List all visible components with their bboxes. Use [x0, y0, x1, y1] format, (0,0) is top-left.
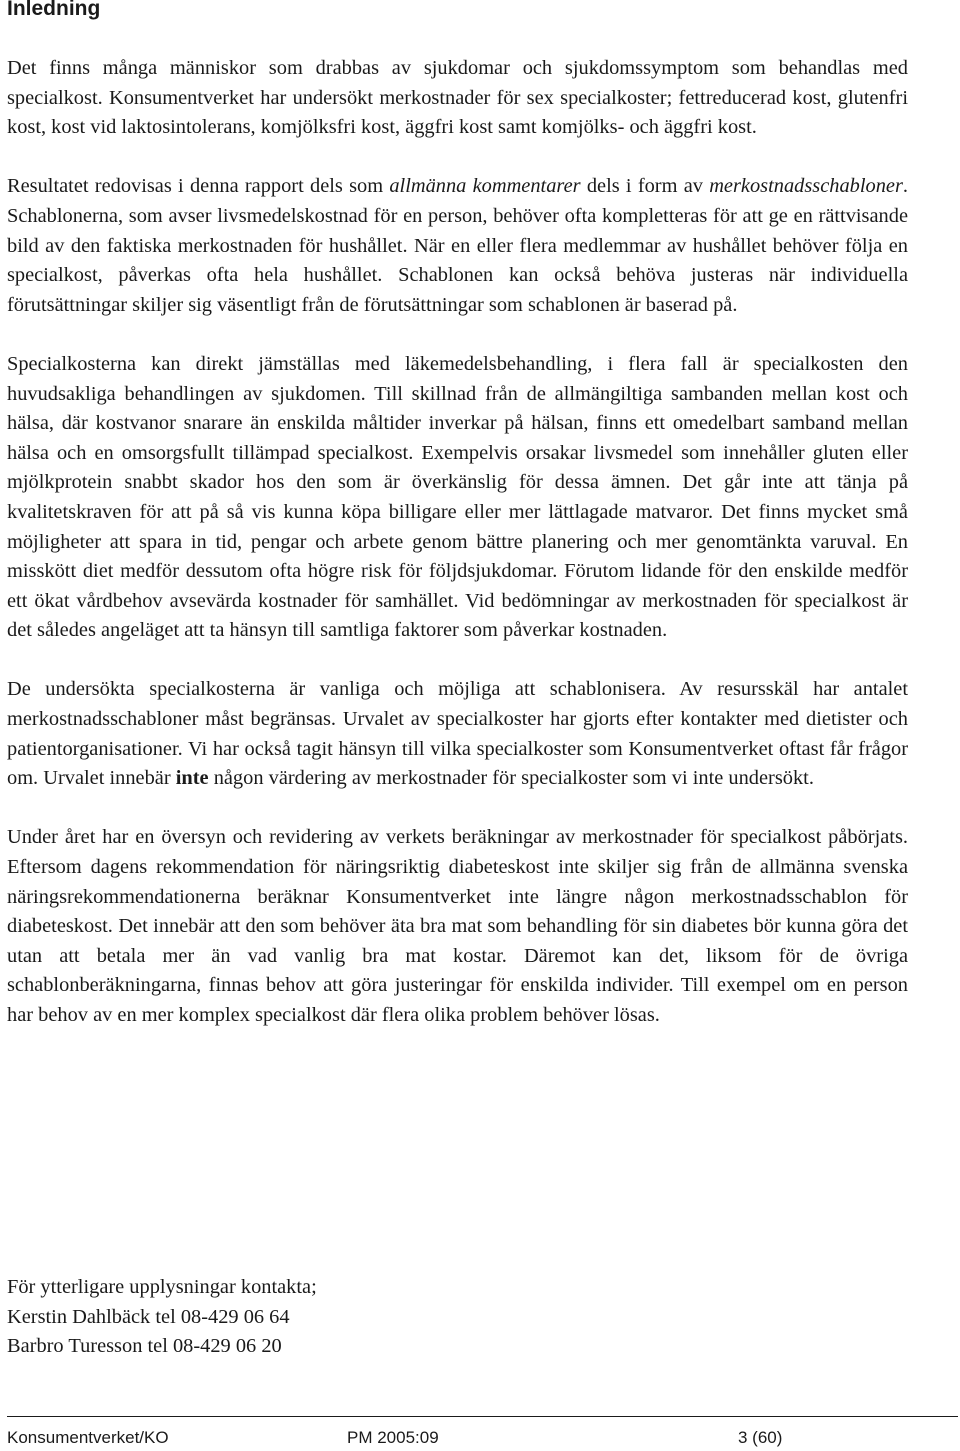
paragraph-urval-part-2: någon värdering av merkostnader för specialkoster som vi inte undersökt. [208, 767, 814, 790]
body-text [7, 54, 908, 1060]
footer-page-number: 3 (60) [738, 1428, 783, 1447]
footer-document-number: PM 2005:09 [347, 1428, 439, 1447]
contact-person-2: Barbro Turesson tel 08-429 06 20 [7, 1335, 282, 1358]
emphasis-inte: inte [175, 767, 209, 790]
paragraph-oversyn: Under året har en översyn och revidering av verkets beräkningar av merkostnader för specialkost påbörjats. Eftersom dagens rekommendation för näringsriktig diabeteskost inte skiljer sig från de allmänna svenska näringsrekommendationerna beräknar Konsumentverket inte längre någon merkostnadsschablon för diabeteskost. Det innebär att den som behöver äta bra mat som behandling för sin diabetes bör kunna göra det utan att betala mer än vad vanlig bra mat kostar. Däremot kan det, liksom för de övriga schablonberäkningarna, finnas behov att göra justeringar för enskilda individer. Till exempel om en person har behov av en mer komplex specialkost där flera olika problem behöver lösas. [7, 826, 908, 1026]
footer-organization: Konsumentverket/KO [7, 1428, 169, 1447]
paragraph-urval [7, 675, 908, 793]
emphasis-allmanna-kommentarer: allmänna kommentarer [389, 175, 581, 198]
contact-person-1: Kerstin Dahlbäck tel 08-429 06 64 [7, 1305, 290, 1328]
contact-block [7, 1273, 908, 1362]
paragraph-specialkost: Specialkosterna kan direkt jämställas med läkemedelsbehandling, i flera fall är specialkosten den huvudsakliga behandlingen av sjukdomen. Till skillnad från de allmängiltiga sambanden mellan kost och hälsa, där kostvanor snarare än enskilda måltider inverkar på hälsan, finns ett omedelbart samband mellan hälsa och en omsorgsfullt tillämpad specialkost. Exempelvis orsakar livsmedel som innehåller gluten eller mjölkprotein snabbt skador hos den som är överkänslig för dessa ämnen. Det går inte att tänja på kvalitetskraven för att på så vis kunna köpa billigare eller mer lättlagade matvaror. Det finns mycket små möjligheter att spara in tid, pengar och arbete genom bättre planering och mer genomtänkta varuval. En misskött diet medför dessutom ofta högre risk för följdsjukdomar. Förutom lidande för den enskilde medför ett ökat vårdbehov avsevärda kostnader för samhället. Vid bedömningar av merkostnaden för specialkost är det således angeläget att ta hänsyn till samtliga faktorer som påverkar kostnaden. [7, 352, 908, 642]
paragraph-urval-part-1: De undersökta specialkosterna är vanliga och möjliga att schablonisera. Av resursskäl har antalet merkostnadsschabloner måst begränsas. Urvalet av specialkoster har gjorts efter kontakter med dietister och patientorganisationer. Vi har också tagit hänsyn till vilka specialkoster som Konsumentverket oftast får frågor om. Urvalet innebär [7, 678, 908, 790]
paragraph-results [7, 172, 908, 320]
paragraph-results-part-3: . Schablonerna, som avser livsmedelskostnad för en person, behöver ofta kompletteras för att ge en rättvisande bild av den faktiska merkostnaden för hushållet. När en eller flera medlemmar av hushållet behöver följa en specialkost, påverkas ofta hela hushållet. Schablonen kan också behöva justeras när individuella förutsättningar skiljer sig väsentligt från de förutsättningar som schablonen är baserad på. [7, 175, 908, 316]
paragraph-intro: Det finns många människor som drabbas av sjukdomar och sjukdomssymptom som behandlas med specialkost. Konsumentverket har undersökt merkostnader för sex specialkoster; fettreducerad kost, glutenfri kost, kost vid laktosintolerans, komjölksfri kost, äggfri kost samt komjölks- och äggfri kost. [7, 57, 908, 139]
paragraph-results-part-2: dels i form av [580, 175, 710, 198]
paragraph-results-part-1: Resultatet redovisas i denna rapport dels som [7, 175, 390, 198]
section-heading: Inledning [7, 0, 101, 20]
emphasis-merkostnadsschabloner: merkostnadsschabloner [709, 175, 903, 198]
footer-divider [7, 1416, 958, 1417]
contact-intro: För ytterligare upplysningar kontakta; [7, 1276, 317, 1298]
page-footer [0, 1427, 960, 1449]
